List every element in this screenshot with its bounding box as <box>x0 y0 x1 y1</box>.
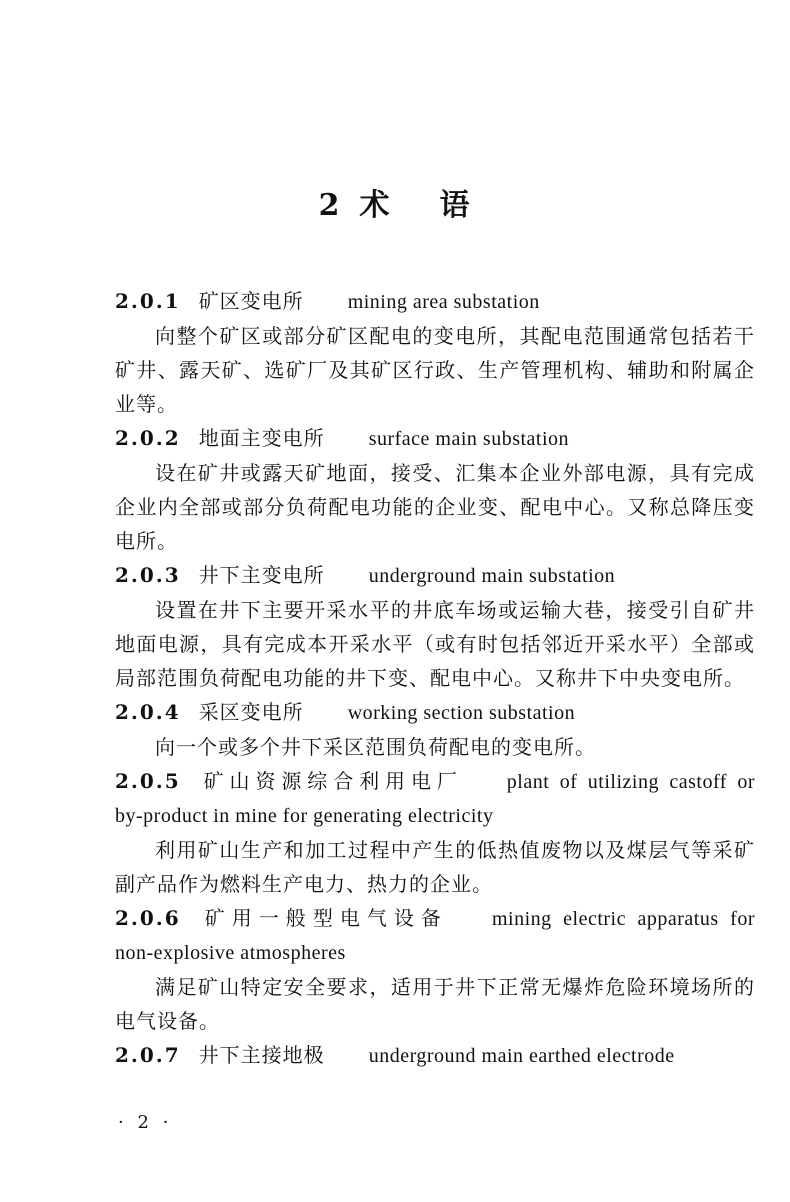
chapter-title-char-2: 语 <box>439 188 472 223</box>
term-number: 2.0.2 <box>115 426 181 450</box>
term-english: working section substation <box>347 702 576 724</box>
term-definition: 利用矿山生产和加工过程中产生的低热值废物以及煤层气等采矿副产品作为燃料生产电力、热力的企业。 <box>115 838 755 896</box>
term-english-continuation: non-explosive atmospheres <box>115 942 346 964</box>
term-number: 2.0.5 <box>115 769 181 793</box>
term-heading <box>115 284 755 319</box>
chapter-title-char-1: 术 <box>359 188 392 223</box>
term-definition: 设在矿井或露天矿地面，接受、汇集本企业外部电源，具有完成企业内全部或部分负荷配电功能的企业变、配电中心。又称总降压变电所。 <box>115 461 755 553</box>
term-definition: 设置在井下主要开采水平的井底车场或运输大巷，接受引自矿井地面电源，具有完成本开采水平（或有时包括邻近开采水平）全部或局部范围负荷配电功能的井下变、配电中心。又称井下中央变电所。 <box>115 598 755 690</box>
term-chinese: 地面主变电所 <box>198 426 325 450</box>
term-heading <box>115 695 755 730</box>
term-heading <box>115 901 755 936</box>
term-definition: 向整个矿区或部分矿区配电的变电所，其配电范围通常包括若干矿井、露天矿、选矿厂及其矿区行政、生产管理机构、辅助和附属企业等。 <box>115 324 755 416</box>
term-english: underground main earthed electrode <box>368 1045 675 1067</box>
term-english: mining electric apparatus for <box>491 908 755 930</box>
terms-section <box>115 284 755 1073</box>
chapter-number: 2 <box>318 188 342 223</box>
term-number: 2.0.4 <box>115 700 181 724</box>
term-number: 2.0.1 <box>115 289 181 313</box>
term-heading <box>115 558 755 593</box>
term-definition: 满足矿山特定安全要求，适用于井下正常无爆炸危险环境场所的电气设备。 <box>115 975 755 1033</box>
term-english: plant of utilizing castoff or <box>506 771 755 793</box>
term-english: mining area substation <box>347 291 540 313</box>
page-number: · 2 · <box>118 1112 173 1133</box>
term-chinese: 矿用一般型电气设备 <box>198 906 448 930</box>
term-chinese: 井下主变电所 <box>198 563 325 587</box>
term-english: surface main substation <box>368 428 570 450</box>
term-number: 2.0.3 <box>115 563 181 587</box>
term-number: 2.0.7 <box>115 1043 181 1067</box>
term-chinese: 矿区变电所 <box>198 289 304 313</box>
term-heading <box>115 421 755 456</box>
term-definition: 向一个或多个井下采区范围负荷配电的变电所。 <box>155 735 596 759</box>
term-heading <box>115 1038 755 1073</box>
chapter-title <box>0 180 790 224</box>
term-chinese: 井下主接地极 <box>198 1043 325 1067</box>
term-number: 2.0.6 <box>115 906 181 930</box>
term-chinese: 矿山资源综合利用电厂 <box>198 769 463 793</box>
term-chinese: 采区变电所 <box>198 700 304 724</box>
term-heading <box>115 764 755 799</box>
term-english: underground main substation <box>368 565 616 587</box>
term-english-continuation: by-product in mine for generating electricity <box>115 805 494 827</box>
